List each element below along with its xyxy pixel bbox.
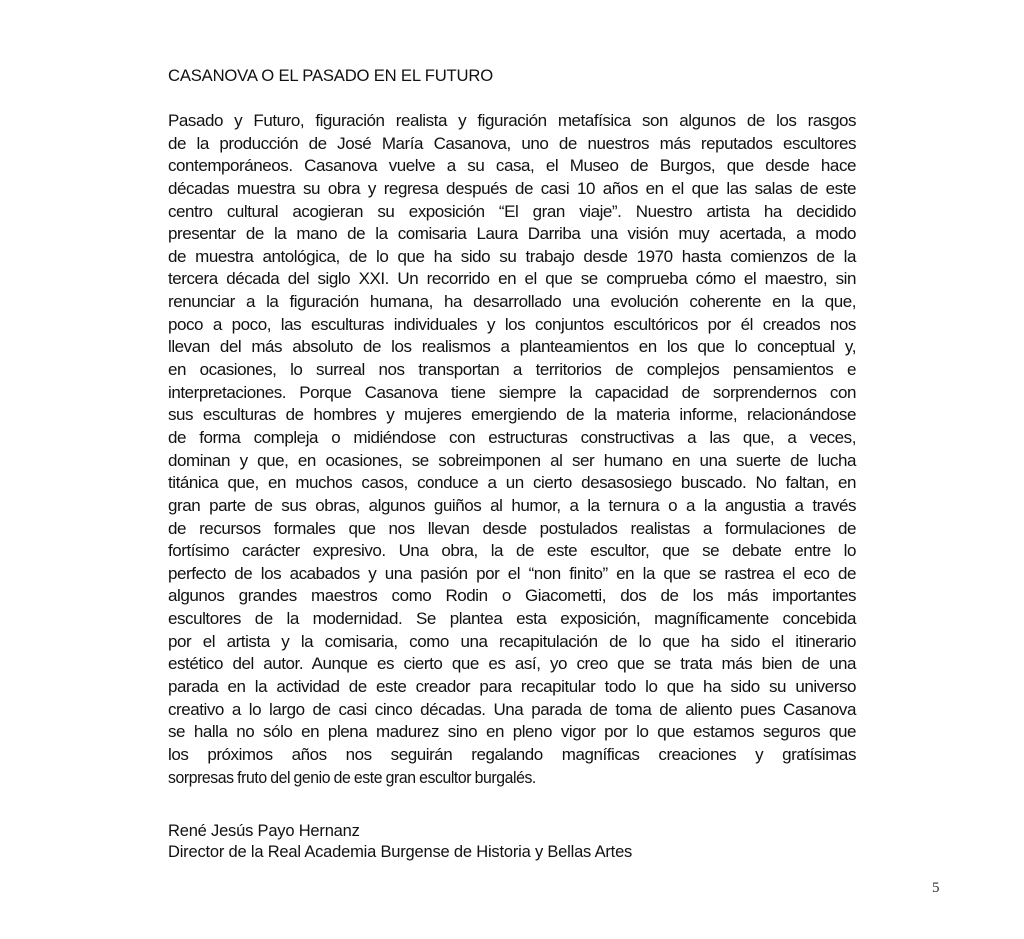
body-line: los próximos años nos seguirán regalando magníficas creaciones y gratísimas [168,744,856,764]
body-line: perfecto de los acabados y una pasión por el “non finito” en la que se rastrea el eco de [168,563,856,583]
document-body [168,110,856,789]
body-line: de recursos formales que nos llevan desde postulados realistas a formulaciones de [168,518,856,538]
author-role: Director de la Real Academia Burgense de Historia y Bellas Artes [168,843,633,861]
body-line: llevan del más absoluto de los realismos a planteamientos en los que lo conceptual y, [168,337,856,357]
body-line: contemporáneos. Casanova vuelve a su casa, el Museo de Burgos, que desde hace [168,156,856,176]
body-line: centro cultural acogieran su exposición “El gran viaje”. Nuestro artista ha decidido [168,201,856,221]
body-line: de muestra antológica, de lo que ha sido su trabajo desde 1970 hasta comienzos de la [168,246,856,266]
body-line: se halla no sólo en plena madurez sino en pleno vigor por lo que estamos seguros que [168,722,856,742]
body-line: algunos grandes maestros como Rodin o Giacometti, dos de los más importantes [168,586,856,606]
body-line: presentar de la mano de la comisaria Laura Darriba una visión muy acertada, a modo [168,224,856,244]
signature-block [168,821,632,863]
page-number: 5 [932,880,940,896]
body-line: poco a poco, las esculturas individuales y los conjuntos escultóricos por él creados nos [168,314,856,334]
body-line: escultores de la modernidad. Se plantea esta exposición, magníficamente concebida [168,609,856,629]
body-line: interpretaciones. Porque Casanova tiene siempre la capacidad de sorprendernos con [168,382,856,402]
body-line: décadas muestra su obra y regresa después de casi 10 años en el que las salas de este [168,178,856,198]
body-line: estético del autor. Aunque es cierto que es así, yo creo que se trata más bien de una [168,654,856,674]
body-line: gran parte de sus obras, algunos guiños al humor, a la ternura o a la angustia a través [168,495,856,515]
body-line: renunciar a la figuración humana, ha desarrollado una evolución coherente en la que, [168,292,856,312]
body-line: dominan y que, en ocasiones, se sobreimponen al ser humano en una suerte de lucha [168,450,856,470]
body-line: sorpresas fruto del genio de este gran escultor burgalés. [168,767,536,787]
body-line: titánica que, en muchos casos, conduce a un cierto desasosiego buscado. No faltan, en [168,473,856,493]
body-line: por el artista y la comisaria, como una recapitulación de lo que ha sido el itinerario [168,631,856,651]
body-line: sus esculturas de hombres y mujeres emergiendo de la materia informe, relacionándose [168,405,856,425]
document-title: CASANOVA O EL PASADO EN EL FUTURO [168,66,493,85]
body-line: fortísimo carácter expresivo. Una obra, la de este escultor, que se debate entre lo [168,541,856,561]
body-line: de forma compleja o midiéndose con estructuras constructivas a las que, a veces, [168,427,856,447]
body-line: tercera década del siglo XXI. Un recorrido en el que se comprueba cómo el maestro, sin [168,269,856,289]
body-line: en ocasiones, lo surreal nos transportan a territorios de complejos pensamientos e [168,360,856,380]
body-line: parada en la actividad de este creador para recapitular todo lo que ha sido su universo [168,677,856,697]
body-line: de la producción de José María Casanova, uno de nuestros más reputados escultores [168,133,856,153]
author-name: René Jesús Payo Hernanz [168,822,360,840]
body-line: creativo a lo largo de casi cinco décadas. Una parada de toma de aliento pues Casanova [168,699,856,719]
body-line: Pasado y Futuro, figuración realista y figuración metafísica son algunos de los rasgos [168,111,856,130]
